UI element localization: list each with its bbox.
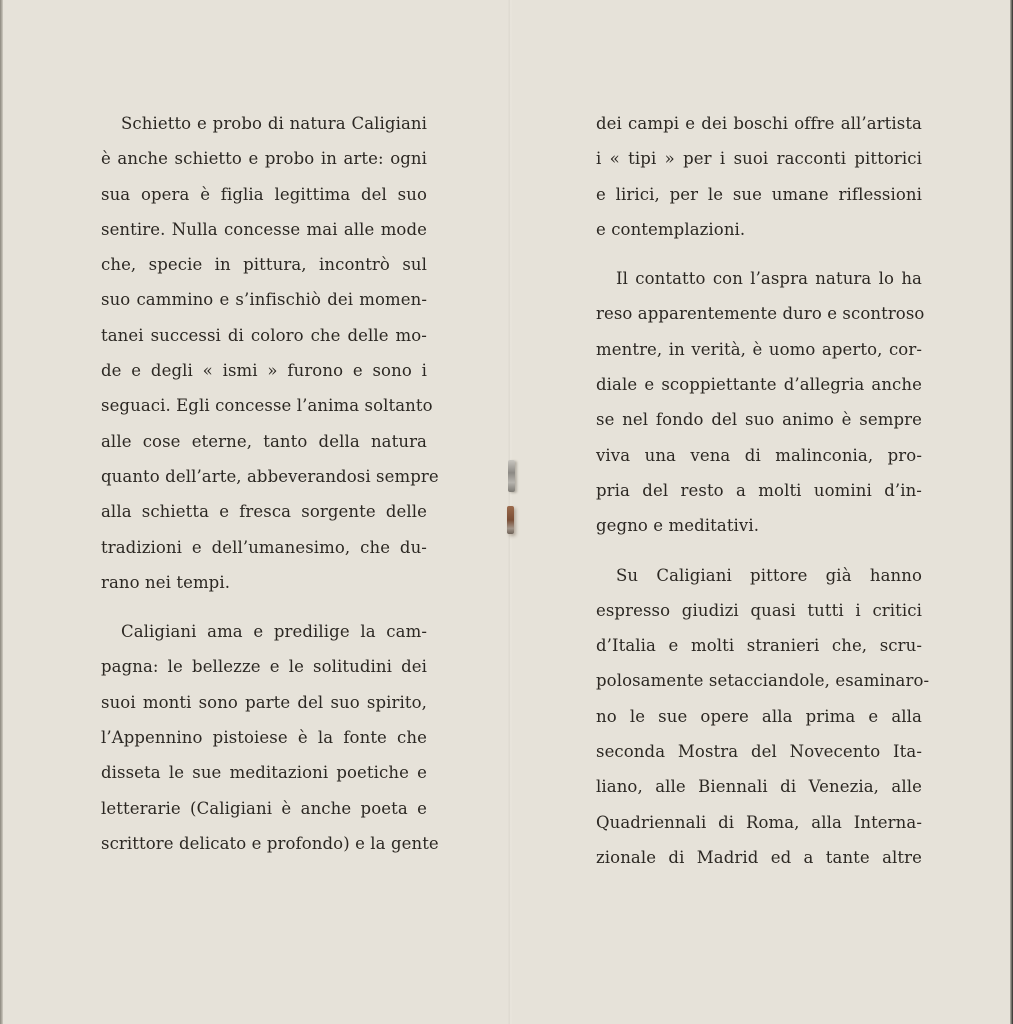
text-line: l’Appennino pistoiese è la fonte che: [101, 728, 427, 748]
text-line: sua opera è figlia legittima del suo: [101, 184, 427, 204]
paragraph: [596, 558, 930, 876]
text-line: gegno e meditativi.: [596, 516, 760, 536]
text-line: de e degli « ismi » furono e sono i: [101, 361, 427, 381]
staple-icon: [507, 506, 514, 534]
text-line: espresso giudizi quasi tutti i critici: [596, 600, 922, 620]
text-line: d’Italia e molti stranieri che, scru-: [596, 636, 922, 656]
text-line: e contemplazioni.: [596, 219, 746, 239]
text-line: polosamente setacciandole, esaminaro-: [596, 671, 930, 691]
text-line: pria del resto a molti uomini d’in-: [596, 480, 922, 500]
text-line: quanto dell’arte, abbeverandosi sempre: [101, 466, 439, 486]
text-line: diale e scoppiettante d’allegria anche: [596, 375, 922, 395]
text-line: zionale di Madrid ed a tante altre: [596, 847, 922, 867]
staple-icon: [508, 460, 515, 492]
text-line: suoi monti sono parte del suo spirito,: [101, 692, 427, 712]
text-line: se nel fondo del suo animo è sempre: [596, 410, 922, 430]
text-line: Su Caligiani pittore già hanno: [616, 565, 922, 585]
paragraph: [101, 614, 439, 861]
text-line: che, specie in pittura, incontrò sul: [101, 255, 427, 275]
text-line: scrittore delicato e profondo) e la gente: [101, 833, 439, 853]
page-edge-left: [0, 0, 3, 1024]
text-line: seconda Mostra del Novecento Ita-: [596, 742, 922, 762]
paragraph: [596, 106, 922, 247]
paragraph: [101, 106, 439, 600]
text-line: Il contatto con l’aspra natura lo ha: [616, 269, 922, 289]
text-line: sentire. Nulla concesse mai alle mode: [101, 219, 427, 239]
text-line: suo cammino e s’infischiò dei momen-: [101, 290, 427, 310]
paragraph: [596, 261, 925, 543]
text-line: reso apparentemente duro e scontroso: [596, 304, 925, 324]
text-line: tanei successi di coloro che delle mo-: [101, 325, 427, 345]
text-line: Quadriennali di Roma, alla Interna-: [596, 812, 922, 832]
text-line: Schietto e probo di natura Caligiani: [121, 114, 427, 133]
text-line: seguaci. Egli concesse l’anima soltanto: [101, 396, 433, 416]
right-page: [596, 106, 930, 889]
text-line: alle cose eterne, tanto della natura: [101, 431, 427, 451]
text-line: pagna: le bellezze e le solitudini dei: [101, 657, 427, 677]
text-line: rano nei tempi.: [101, 572, 231, 592]
text-line: disseta le sue meditazioni poetiche e: [101, 763, 427, 783]
text-line: tradizioni e dell’umanesimo, che du-: [101, 537, 427, 557]
text-line: è anche schietto e probo in arte: ogni: [101, 149, 427, 169]
text-line: no le sue opere alla prima e alla: [596, 706, 922, 726]
text-line: mentre, in verità, è uomo aperto, cor-: [596, 339, 922, 359]
text-line: viva una vena di malinconia, pro-: [596, 445, 922, 465]
text-line: i « tipi » per i suoi racconti pittorici: [596, 149, 922, 169]
text-line: liano, alle Biennali di Venezia, alle: [596, 777, 922, 797]
text-line: dei campi e dei boschi offre all’artista: [596, 114, 922, 133]
text-line: Caligiani ama e predilige la cam-: [121, 622, 427, 642]
left-page: [101, 106, 439, 875]
text-line: letterarie (Caligiani è anche poeta e: [101, 798, 427, 818]
text-line: alla schietta e fresca sorgente delle: [101, 502, 427, 522]
text-line: e lirici, per le sue umane riflessioni: [596, 184, 922, 204]
